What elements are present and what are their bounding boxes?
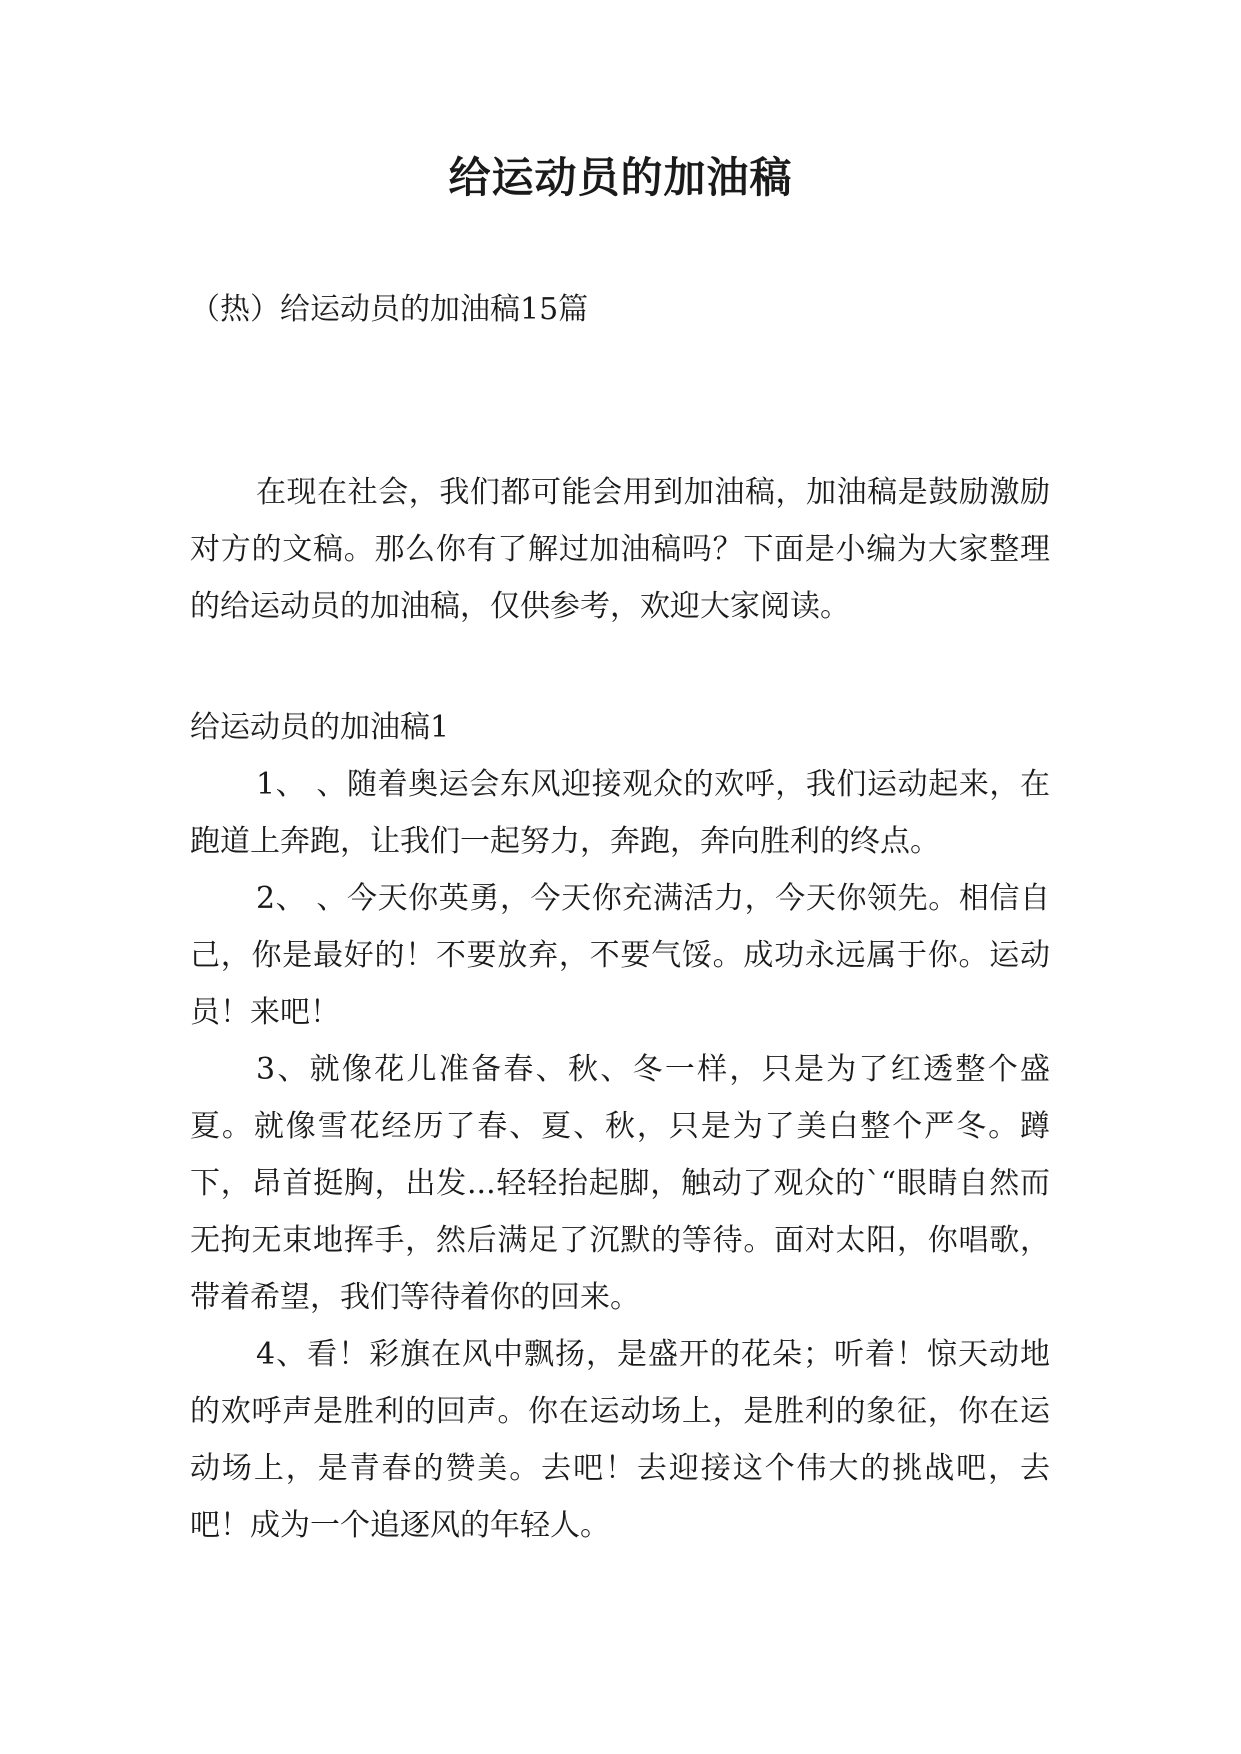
- document-title: 给运动员的加油稿: [448, 153, 793, 202]
- cheer-item-1: 1、 、随着奥运会东风迎接观众的欢呼，我们运动起来，在跑道上奔跑，让我们一起努力，奔跑，奔向胜利的终点。: [190, 767, 1050, 859]
- cheer-item-3: 3、就像花儿准备春、秋、冬一样，只是为了红透整个盛夏。就像雪花经历了春、夏、秋，只是为了美白整个严冬。蹲下，昂首挺胸，出发...轻轻抬起脚，触动了观众的`“眼睛自然而无拘无束地挥手，然后满足了沉默的等待。面对太阳，你唱歌，带着希望，我们等待着你的回来。: [190, 1052, 1050, 1315]
- cheer-item-2: 2、 、今天你英勇，今天你充满活力，今天你领先。相信自己，你是最好的！不要放弃，不要气馁。成功永远属于你。运动员！来吧！: [190, 881, 1050, 1030]
- document-subtitle: （热）给运动员的加油稿15篇: [190, 292, 589, 327]
- cheer-item-4: 4、看！彩旗在风中飘扬，是盛开的花朵；听着！惊天动地的欢呼声是胜利的回声。你在运动场上，是胜利的象征，你在运动场上，是青春的赞美。去吧！去迎接这个伟大的挑战吧，去吧！成为一个追逐风的年轻人。: [190, 1337, 1050, 1543]
- section-heading: 给运动员的加油稿1: [190, 710, 450, 745]
- intro-paragraph: 在现在社会，我们都可能会用到加油稿，加油稿是鼓励激励对方的文稿。那么你有了解过加油稿吗？下面是小编为大家整理的给运动员的加油稿，仅供参考，欢迎大家阅读。: [190, 475, 1050, 624]
